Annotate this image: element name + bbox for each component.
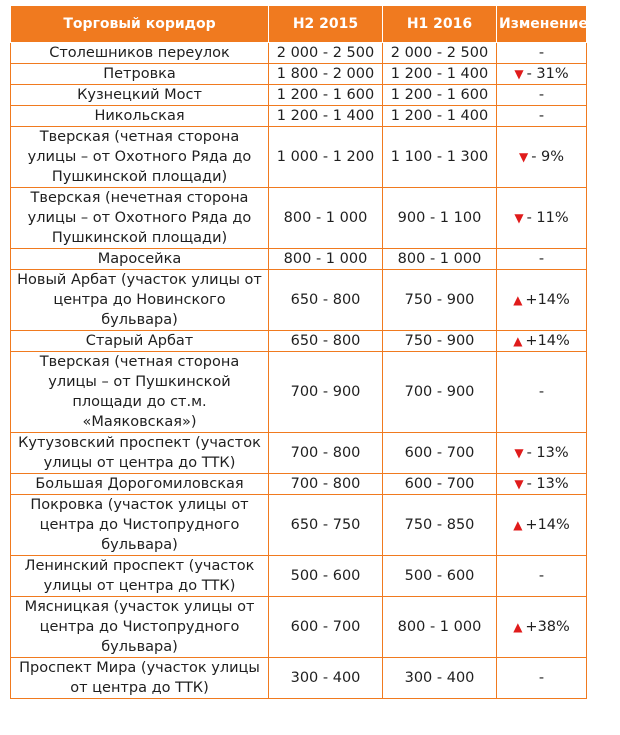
change-value: +14% [525,333,570,349]
corridor-cell: Кутузовский проспект (участок улицы от центра до ТТК) [11,433,269,474]
change-cell [497,64,587,85]
h2-2015-cell: 600 - 700 [269,597,383,658]
h2-2015-cell: 800 - 1 000 [269,249,383,270]
change-cell [497,433,587,474]
header-row [11,6,587,43]
change-cell [497,556,587,597]
change-cell [497,331,587,352]
change-value: +14% [525,292,570,308]
h2-2015-cell: 700 - 800 [269,474,383,495]
table-row [11,127,587,188]
h2-2015-cell: 1 000 - 1 200 [269,127,383,188]
change-value: +38% [525,619,570,635]
h1-2016-cell: 1 200 - 1 400 [383,106,497,127]
header-change: Изменение [497,6,587,43]
triangle-down-icon: ▼ [514,446,524,460]
h2-2015-cell: 650 - 800 [269,270,383,331]
h1-2016-cell: 1 100 - 1 300 [383,127,497,188]
table-row [11,106,587,127]
h1-2016-cell: 900 - 1 100 [383,188,497,249]
change-value: - 13% [526,476,569,492]
h1-2016-cell: 600 - 700 [383,433,497,474]
corridor-cell: Новый Арбат (участок улицы от центра до Новинского бульвара) [11,270,269,331]
change-value: +14% [525,517,570,533]
change-cell [497,658,587,699]
triangle-down-icon: ▼ [514,477,524,491]
header-h1-2016: H1 2016 [383,6,497,43]
h1-2016-cell: 300 - 400 [383,658,497,699]
change-cell [497,188,587,249]
corridor-cell: Тверская (четная сторона улицы – от Охотного Ряда до Пушкинской площади) [11,127,269,188]
corridor-cell: Маросейка [11,249,269,270]
change-value: - 9% [531,149,565,165]
corridor-cell: Мясницкая (участок улицы от центра до Чистопрудного бульвара) [11,597,269,658]
rent-rates-table [10,5,587,699]
change-value: - [538,251,545,267]
table-row [11,331,587,352]
change-cell [497,43,587,64]
change-cell [497,597,587,658]
change-value: - [538,384,545,400]
change-cell [497,127,587,188]
h2-2015-cell: 700 - 800 [269,433,383,474]
h1-2016-cell: 1 200 - 1 600 [383,85,497,106]
change-cell [497,249,587,270]
triangle-down-icon: ▼ [518,150,529,164]
triangle-up-icon: ▲ [513,620,523,634]
table-row [11,43,587,64]
change-value: - [538,108,545,124]
h2-2015-cell: 650 - 750 [269,495,383,556]
triangle-down-icon: ▼ [514,67,524,81]
table-row [11,658,587,699]
triangle-up-icon: ▲ [513,334,523,348]
change-cell [497,495,587,556]
h2-2015-cell: 650 - 800 [269,331,383,352]
h2-2015-cell: 1 200 - 1 400 [269,106,383,127]
change-value: - 31% [526,66,569,82]
h1-2016-cell: 600 - 700 [383,474,497,495]
change-cell [497,270,587,331]
h2-2015-cell: 300 - 400 [269,658,383,699]
table-row [11,597,587,658]
table-row [11,64,587,85]
h2-2015-cell: 1 200 - 1 600 [269,85,383,106]
h1-2016-cell: 2 000 - 2 500 [383,43,497,64]
h1-2016-cell: 800 - 1 000 [383,597,497,658]
corridor-cell: Проспект Мира (участок улицы от центра до ТТК) [11,658,269,699]
change-value: - [538,87,545,103]
h1-2016-cell: 500 - 600 [383,556,497,597]
change-value: - [538,45,545,61]
corridor-cell: Большая Дорогомиловская [11,474,269,495]
table-row [11,495,587,556]
corridor-cell: Ленинский проспект (участок улицы от центра до ТТК) [11,556,269,597]
h1-2016-cell: 750 - 900 [383,270,497,331]
table-row [11,249,587,270]
h1-2016-cell: 750 - 850 [383,495,497,556]
table-row [11,474,587,495]
corridor-cell: Столешников переулок [11,43,269,64]
table-row [11,556,587,597]
corridor-cell: Тверская (нечетная сторона улицы – от Охотного Ряда до Пушкинской площади) [11,188,269,249]
change-value: - 13% [526,445,569,461]
h2-2015-cell: 700 - 900 [269,352,383,433]
h2-2015-cell: 2 000 - 2 500 [269,43,383,64]
change-cell [497,85,587,106]
table-body [11,43,587,699]
corridor-cell: Покровка (участок улицы от центра до Чистопрудного бульвара) [11,495,269,556]
triangle-down-icon: ▼ [514,211,524,225]
change-value: - [538,670,545,686]
header-h2-2015: H2 2015 [269,6,383,43]
corridor-cell: Кузнецкий Мост [11,85,269,106]
h2-2015-cell: 500 - 600 [269,556,383,597]
table-row [11,188,587,249]
change-value: - [538,568,545,584]
corridor-cell: Старый Арбат [11,331,269,352]
h1-2016-cell: 700 - 900 [383,352,497,433]
triangle-up-icon: ▲ [513,518,523,532]
table-row [11,85,587,106]
change-cell [497,352,587,433]
table-row [11,433,587,474]
h1-2016-cell: 750 - 900 [383,331,497,352]
corridor-cell: Никольская [11,106,269,127]
h1-2016-cell: 1 200 - 1 400 [383,64,497,85]
table-row [11,352,587,433]
change-cell [497,106,587,127]
corridor-cell: Петровка [11,64,269,85]
h2-2015-cell: 1 800 - 2 000 [269,64,383,85]
h1-2016-cell: 800 - 1 000 [383,249,497,270]
table-header [11,6,587,43]
triangle-up-icon: ▲ [513,293,523,307]
change-cell [497,474,587,495]
h2-2015-cell: 800 - 1 000 [269,188,383,249]
header-corridor: Торговый коридор [11,6,269,43]
change-value: - 11% [526,210,569,226]
corridor-cell: Тверская (четная сторона улицы – от Пушкинской площади до ст.м. «Маяковская») [11,352,269,433]
table-row [11,270,587,331]
